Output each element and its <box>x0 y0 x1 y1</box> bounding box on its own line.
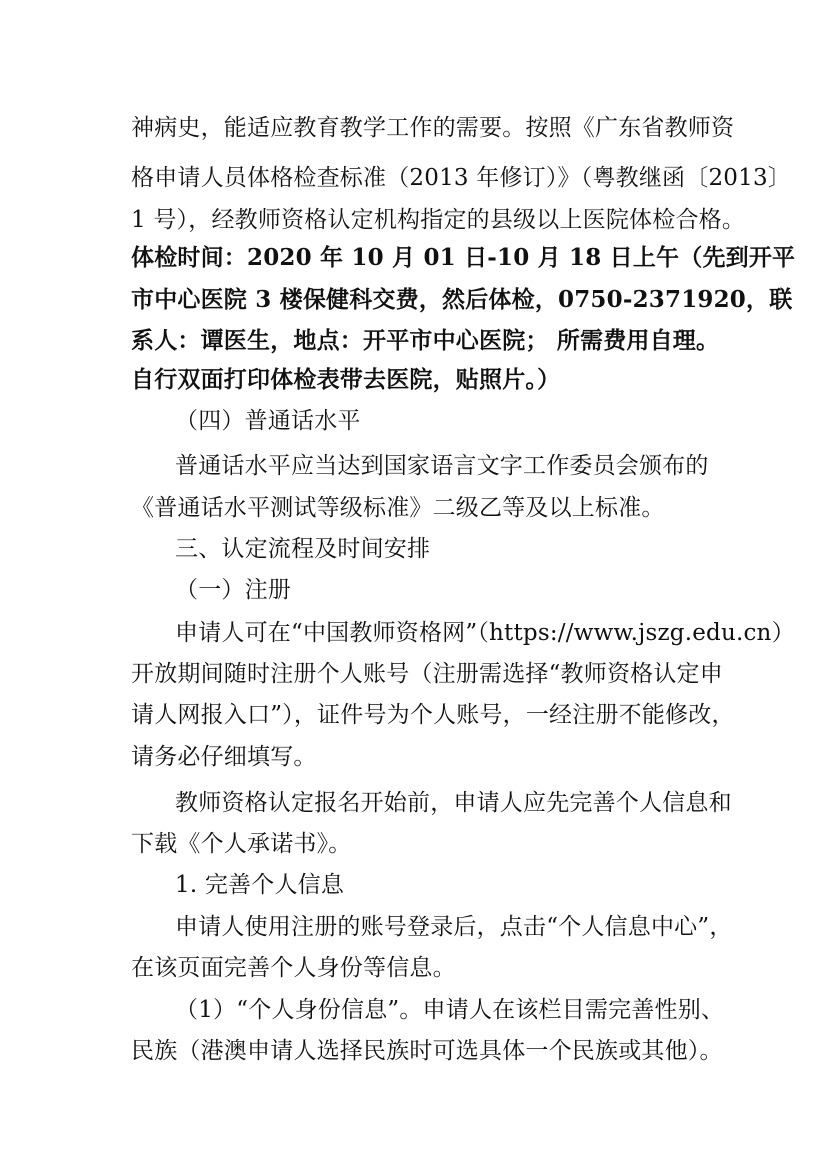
list-heading: 1. 完善个人信息 <box>175 872 345 898</box>
paragraph-line: 《普通话水平测试等级标准》二级乙等及以上标准。 <box>131 495 665 521</box>
paragraph-line: 神病史，能适应教育教学工作的需要。按照《广东省教师资 <box>131 115 735 141</box>
paragraph-line: （1）“个人身份信息”。申请人在该栏目需完善性别、 <box>175 997 725 1023</box>
paragraph-line: 1 号），经教师资格认定机构指定的县级以上医院体检合格。 <box>131 207 746 233</box>
paragraph-line: 教师资格认定报名开始前，申请人应先完善个人信息和 <box>175 790 732 816</box>
paragraph-line: 下载《个人承诺书》。 <box>131 831 352 857</box>
paragraph-line: 开放期间随时注册个人账号（注册需选择“教师资格认定申 <box>131 661 723 687</box>
paragraph-line: 在该页面完善个人身份等信息。 <box>131 955 456 981</box>
section-heading: 三、认定流程及时间安排 <box>175 536 431 562</box>
paragraph-line: 民族（港澳申请人选择民族时可选具体一个民族或其他）。 <box>131 1038 723 1064</box>
bold-paragraph-line: 市中心医院 3 楼保健科交费，然后体检，0750-2371920，联 <box>131 286 793 313</box>
paragraph-line-with-url: 申请人可在“中国教师资格网”（https://www.jszg.edu.cn） <box>175 620 795 646</box>
bold-paragraph-line: 自行双面打印体检表带去医院，贴照片。） <box>131 366 561 393</box>
bold-paragraph-line: 体检时间：2020 年 10 月 01 日-10 月 18 日上午（先到开平 <box>131 244 796 271</box>
section-subheading: （四）普通话水平 <box>175 408 361 434</box>
paragraph-line: 普通话水平应当达到国家语言文字工作委员会颁布的 <box>175 453 709 479</box>
paragraph-line: 请人网报入口”），证件号为个人账号，一经注册不能修改， <box>131 702 735 728</box>
section-subheading: （一）注册 <box>175 577 291 603</box>
paragraph-line: 请务必仔细填写。 <box>131 744 317 770</box>
paragraph-line: 申请人使用注册的账号登录后，点击“个人信息中心”， <box>175 914 733 940</box>
paragraph-line: 格申请人员体格检查标准（2013 年修订）》（粤教继函〔2013〕 <box>131 165 791 191</box>
bold-paragraph-line: 系人：谭医生，地点：开平市中心医院； 所需费用自理。 <box>131 327 720 354</box>
